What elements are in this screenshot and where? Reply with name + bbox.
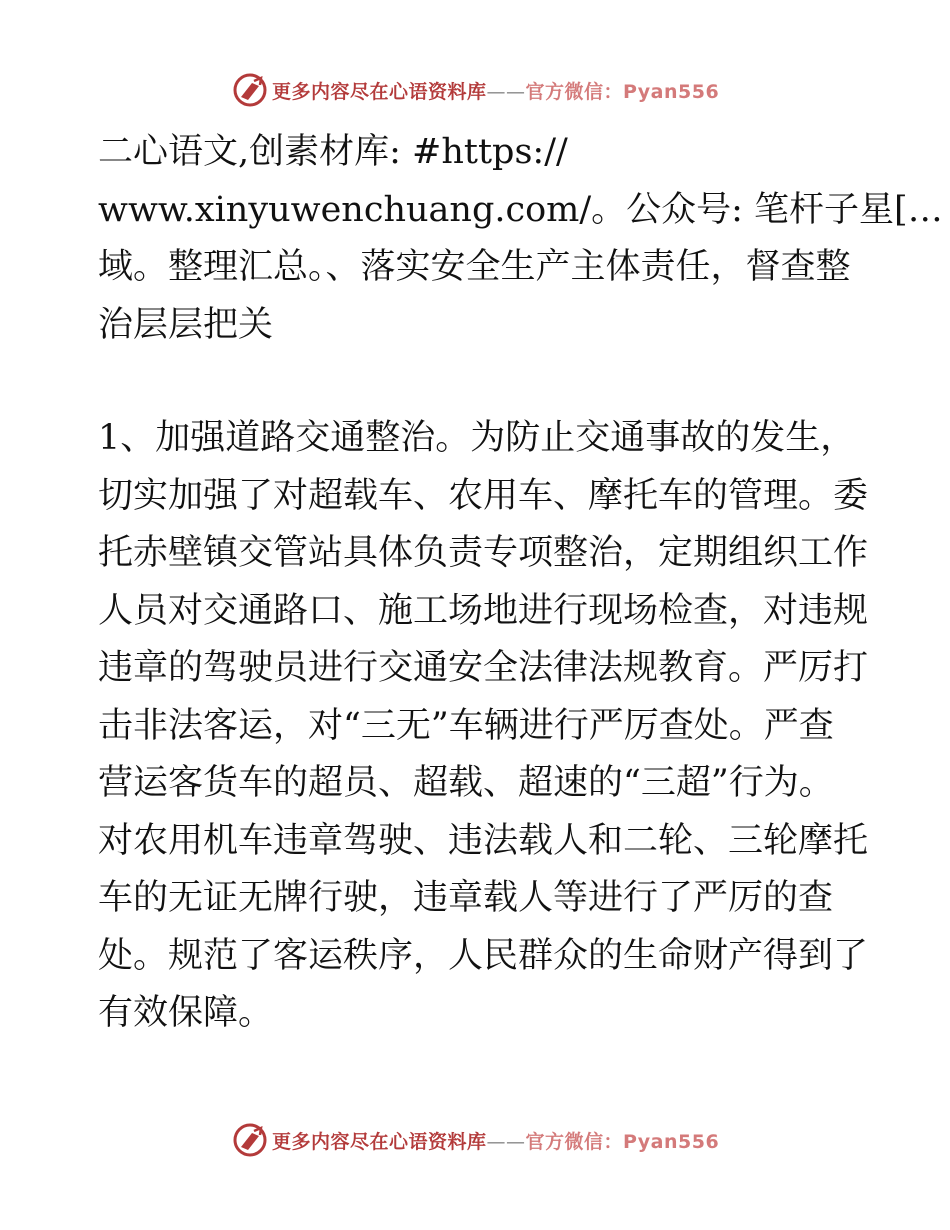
text-line: www.xinyuwenchuang.com/。公众号: 笔杆子星[…: [98, 189, 943, 230]
watermark-separator: ——: [486, 1131, 526, 1153]
watermark-brand: 更多内容尽在心语资料库: [272, 81, 487, 103]
footer-watermark: [0, 1120, 950, 1160]
document-body: [98, 124, 943, 1043]
text-line: 处。规范了客运秩序，人民群众的生命财产得到了: [98, 935, 869, 976]
text-line: 击非法客运，对“三无”车辆进行严厉查处。严查: [98, 705, 834, 746]
text-line: 切实加强了对超载车、农用车、摩托车的管理。委: [98, 475, 869, 516]
watermark-wechat: 官方微信：Pyan556: [525, 1131, 720, 1153]
text-line: 托赤壁镇交管站具体负责专项整治，定期组织工作: [98, 533, 869, 573]
text-line: 营运客货车的超员、超载、超速的“三超”行为。: [98, 763, 834, 803]
text-line: 域。整理汇总。、落实安全生产主体责任，督查整: [98, 247, 851, 287]
text-line: 治层层把关: [98, 304, 274, 345]
seal-logo-icon: [232, 1122, 268, 1158]
text-line: 车的无证无牌行驶，违章载人等进行了严厉的查: [98, 878, 834, 918]
text-line: 1、加强道路交通整治。为防止交通事故的发生，: [98, 418, 856, 458]
text-line: 二心语文,创素材库: #https://: [98, 132, 568, 172]
watermark-text: [272, 1127, 719, 1154]
watermark-text: [272, 77, 719, 104]
text-line: 违章的驾驶员进行交通安全法律法规教育。严厉打: [98, 648, 869, 688]
text-line: 对农用机车违章驾驶、违法载人和二轮、三轮摩托: [98, 820, 869, 861]
watermark-brand: 更多内容尽在心语资料库: [272, 1131, 487, 1153]
watermark-separator: ——: [486, 81, 526, 103]
paragraph-gap: [98, 354, 858, 410]
watermark-wechat: 官方微信：Pyan556: [525, 81, 720, 103]
text-line: 有效保障。: [98, 993, 274, 1033]
seal-logo-icon: [232, 72, 268, 108]
text-line: 人员对交通路口、施工场地进行现场检查，对违规: [98, 590, 869, 631]
header-watermark: [0, 70, 950, 110]
